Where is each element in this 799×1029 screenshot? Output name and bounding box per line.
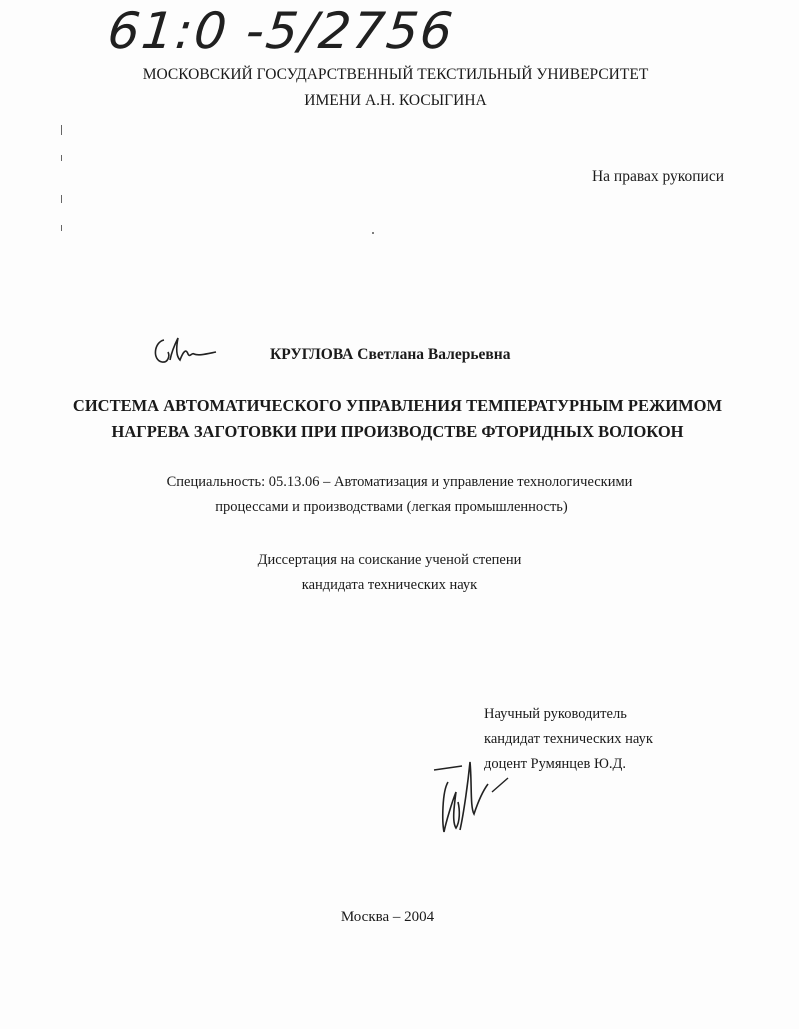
advisor-signature [430, 752, 530, 847]
university-name-line1: МОСКОВСКИЙ ГОСУДАРСТВЕННЫЙ ТЕКСТИЛЬНЫЙ УНИВЕРСИТЕТ [142, 66, 649, 83]
margin-marks [60, 125, 63, 245]
scan-speck [372, 232, 374, 234]
specialty-line2: процессами и производствами (легкая промышленность) [215, 499, 568, 515]
rights-notice: На правах рукописи [591, 168, 724, 185]
dissertation-title-line2: НАГРЕВА ЗАГОТОВКИ ПРИ ПРОИЗВОДСТВЕ ФТОРИДНЫХ ВОЛОКОН [111, 422, 684, 441]
advisor-name: доцент Румянцев Ю.Д. [484, 756, 626, 772]
degree-line1: Диссертация на соискание ученой степени [257, 552, 522, 568]
university-name-line2: ИМЕНИ А.Н. КОСЫГИНА [304, 92, 487, 109]
specialty-line1: Специальность: 05.13.06 – Автоматизация и управление технологическими [166, 474, 633, 490]
advisor-role: Научный руководитель [484, 706, 627, 722]
city-year: Москва – 2004 [340, 909, 435, 925]
archive-number-handwritten: 61:0 -5/2756 [104, 2, 458, 60]
degree-line2: кандидата технических наук [301, 577, 478, 593]
author-signature [150, 330, 220, 370]
dissertation-title-line1: СИСТЕМА АВТОМАТИЧЕСКОГО УПРАВЛЕНИЯ ТЕМПЕРАТУРНЫМ РЕЖИМОМ [72, 396, 723, 415]
author-name: КРУГЛОВА Светлана Валерьевна [270, 346, 511, 363]
advisor-degree: кандидат технических наук [484, 731, 653, 747]
